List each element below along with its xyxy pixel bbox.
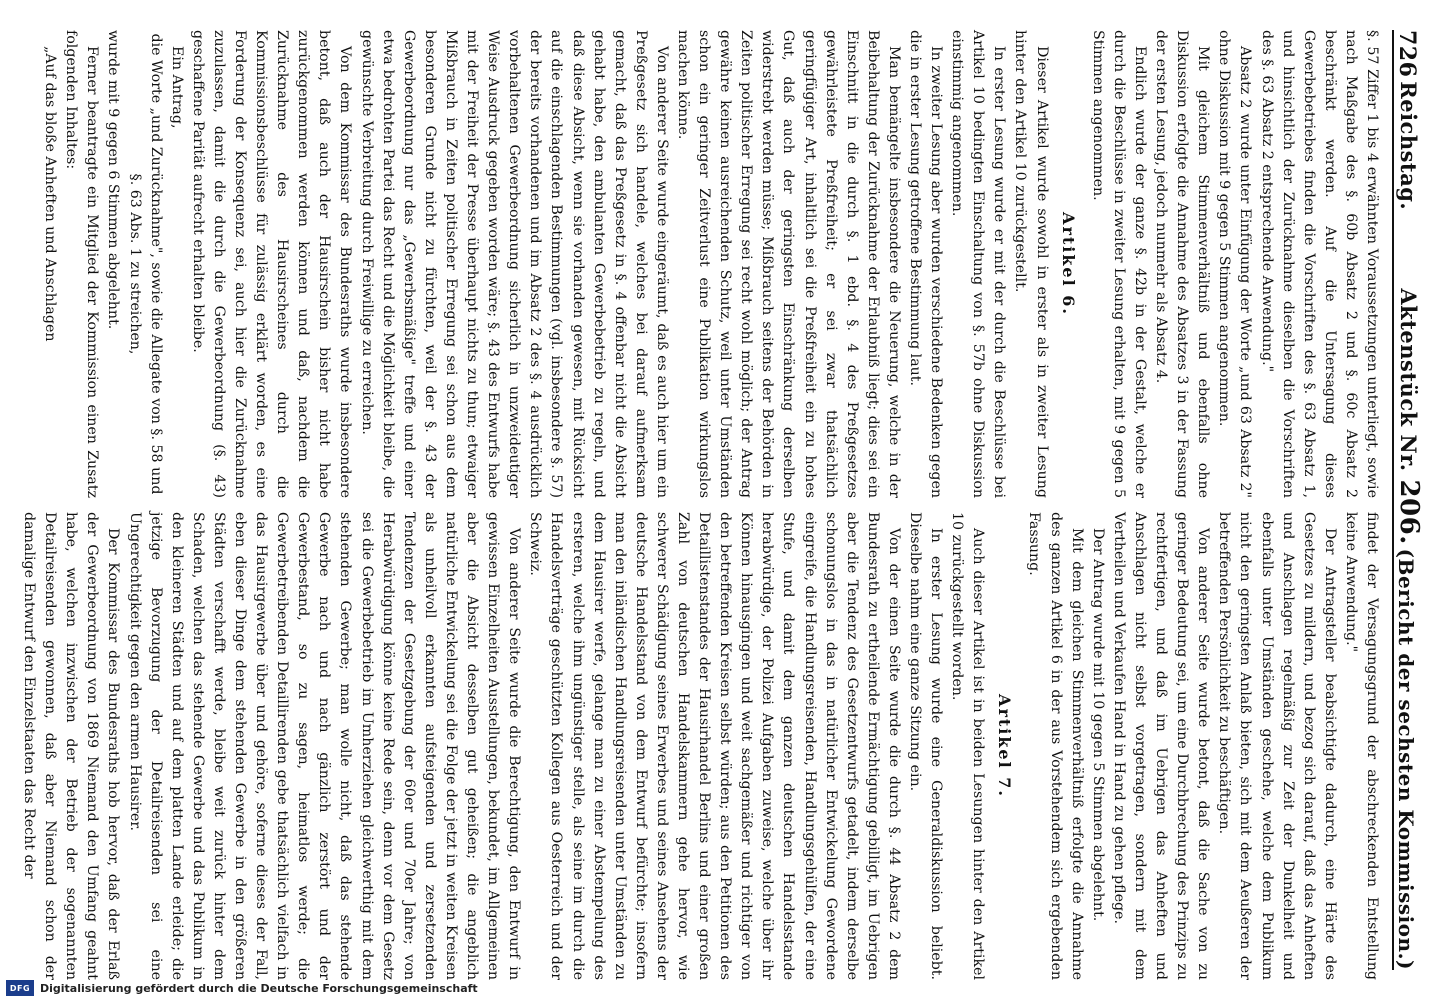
right-column [21,512,1382,981]
paragraph: Von dem Kommissar des Bundesraths wurde insbesondere betont, daß auch der Hausirschein bisher nicht habe zurückgenommen werden können und daß, nachdem die Zurücknahme des Hausirscheines durch die Kommissionsbeschlüsse für zulässig erklärt worden, es eine Forderung der Konsequenz sei, auch hier die Zurücknahme zuzulassen, damit die durch die Gewerbeordnung (§. 43) geschaffene Parität aufrecht erhalten bleibe. [189,30,354,498]
paragraph: Der Antrag wurde mit 10 gegen 5 Stimmen abgelehnt. [1089,528,1106,922]
paragraph: Ein Antrag, [168,46,185,129]
paragraph: Endlich wurde der ganze §. 42b in der Gestalt, welche er durch die Beschlüsse in zweiter Lesung erhalten, mit 9 gegen 5 Stimmen angenommen. [1089,30,1148,498]
page-number: 726 [1394,30,1420,78]
paragraph: Auch dieser Artikel ist in beiden Lesungen hinter den Artikel 10 zurückgestellt worden. [949,512,987,980]
paragraph: Der Antragsteller beabsichtigte dadurch, eine Härte des Gesetzes zu mildern, und bezog sich darauf, daß das Anheften und Anschlagen regelmäßig zur Zeit der Dunkelheit und ebenfalls unter Umständen geschehe, welche dem Publikum nicht den geringsten Anlaß bieten, sich mit dem Aeußeren der betreffenden Persönlichkeit zu beschäftigen. [1216,512,1338,980]
paragraph: Von anderer Seite wurde die Berechtigung, den Entwurf in gewissen Einzelheiten Ausstellungen, bekundet, im Allgemeinen aber die Absicht desselben gut geheißen; die angeblich natürliche Entwickelung sei die Folge der jetzt in weiten Kreisen als unheilvoll erkannten aufsteigenden und zersetzenden Tendenzen der Gesetzgebung der 60er und 70er Jahre; von Herabwürdigung könne keine Rede sein, denn vor dem Gesetz sei die Gewerbebetrieb im Umherziehen gleichwerthig mit dem stehenden Gewerbe; man wolle nicht, daß das stehende Gewerbe nach und nach gänzlich zerstört und der Gewerbestand, so zu sagen, heimatlos werde; die Gewerbetreibenden Detaillirenden gebe thatsächlich vielfach in das Hausirgewerbe über und gehöre, soferne dieses der Fall, eben dieser Dinge dem stehenden Gewerbe in den größeren Städten verschafft werde, bleibe weit zurück hinter dem Schaden, welchen das stehende Gewerbe und das Publikum in den kleineren Städten und auf dem platten Lande erleide; die jetzige Bevorzugung der Detailreisenden sei eine Ungerechtigkeit gegen den armen Hausirer. [126,512,523,980]
paragraph: In zweiter Lesung aber wurden verschiedene Bedenken gegen die in erster Lesung getroffene Bestimmung laut. [907,30,945,498]
paragraph: Dieser Artikel wurde sowohl in erster als in zweiter Lesung hinter den Artikel 10 zurückgestellt. [1012,30,1050,498]
document-number: 206. [1394,479,1424,545]
paragraph: findet der Versagungsgrund der abschreckenden Entstellung keine Anwendung." [1342,512,1380,980]
running-title [1394,81,1424,545]
title-right: (Bericht der sechsten Kommission.) [1394,548,1418,970]
article-heading: Artikel 7. [995,694,1015,798]
paragraph: die Worte „und Zurücknahme", sowie die Allegate von §. 58 und §. 63 Abs. 1 zu streichen, [126,33,164,495]
footer-credit: Digitalisierung gefördert durch die Deutsche Forschungsgemeinschaft [40,981,478,995]
paragraph: „Auf das bloße Anheften und Anschlagen [42,46,59,342]
paragraph: Man bemängelte insbesondere die Neuerung, welche in der Beibehaltung der Zurücknahme der Erlaubniß liegt; dies sei ein Einschnitt in die durch §. 1 ebd. §. 4 des Preßgesetzes gewährleistete Preßfreiheit; er sei zwar thatsächlich geringfügiger Art, inhaltlich sei die Preßfreiheit ein zu hohes Gut, daß auch der geringsten Einschränkung derselben widerstrebt werden müsse; Mißbrauch seitens der Behörden in Zeiten politischer Erregung sei recht wohl möglich; der Antrag gewähre keinen ausreichenden Schutz, weil unter Umständen schon ein geringer Zeitverlust eine Publikation wirkungslos machen könne. [675,30,902,498]
paragraph: In erster Lesung wurde eine Generaldiskussion beliebt. Dieselbe nahm eine ganze Sitzung ein. [907,512,945,980]
article-heading: Artikel 6. [1058,212,1078,316]
paragraph: §. 57 Ziffer 1 bis 4 erwähnten Voraussetzungen unterliegt, sowie nach Maßgabe des §. 60b Absatz 2 und §. 60c Absatz 2 beschränkt werden. Auf die Untersagung dieses Gewerbebetriebes finden die Vorschriften des §. 63 Absatz 1, und hinsichtlich der Zurücknahme dieselben die Vorschriften des §. 63 Absatz 2 entsprechende Anwendung." [1258,30,1380,498]
paragraph: wurde mit 9 gegen 6 Stimmen abgelehnt. [105,30,122,330]
paragraph: Mit dem gleichen Stimmenverhältniß erfolgte die Annahme des ganzen Artikel 6 in der aus Vorstehendem sich ergebenden Fassung. [1026,512,1085,980]
paragraph: Der Kommissar des Bundesraths hob hervor, daß der Erlaß der Gewerbeordnung von 1869 Niemand den Umfang geahnt habe, welchen inzwischen der Betrieb der sogenannten Detailreisenden gewonnen, daß aber Niemand schon der damalige Entwurf den Einzelstaaten das Recht der [21,512,122,980]
left-column [42,30,1382,498]
paragraph: Mit gleichem Stimmenverhältniß und ebenfalls ohne Diskussion erfolgte die Annahme des Absatzes 3 in der Fassung der ersten Lesung, jedoch nunmehr als Absatz 4. [1153,30,1212,498]
paragraph: Von anderer Seite wurde eingeräumt, daß es auch hier um ein Preßgesetz sich handele, welches bei darauf aufmerksam gemacht, daß das Preßgesetz in §. 4 offenbar nicht die Absicht gehabt habe, den ambulanten Gewerbebetrieb zu regeln, und daß diese Absicht, wenn sie vorhanden gewesen, mit Rücksicht auf die einschlagenden Bestimmungen (vgl. insbesondere §. 57) der bereits vorhandenen und im Absatz 2 des §. 4 ausdrücklich vorbehaltenen Gewerbeordnung sicherlich in unzweideutiger Weise Ausdruck gegeben worden wäre; §. 43 des Entwurfs habe mit der Freiheit der Presse überhaupt nichts zu thun; etwaiger Mißbrauch in Zeiten politischer Erregung sei schon aus dem besonderen Grunde nicht zu fürchten, weil der §. 43 der Gewerbeordnung nur das „Gewerbsmäßige" treffe und einer etwa bedrohten Partei das Recht und die Möglichkeit bleibe, die gewünschte Verbreitung durch Freiwillige zu erreichen. [358,30,670,498]
page-footer [6,978,1426,998]
paragraph: Ferner beantragte ein Mitglied der Kommission einen Zusatz folgenden Inhaltes: [63,30,101,498]
paragraph: In erster Lesung wurde er mit der durch die Beschlüsse bei Artikel 10 bedingten Einschaltung von §. 57b ohne Diskussion einstimmig angenommen. [949,30,1008,498]
paragraph: Von anderer Seite wurde betont, daß die Sache von zu geringer Bedeutung sei, um eine Durchbrechung des Prinzips zu rechtfertigen, und daß im Uebrigen das Anheften und Anschlagen nicht selbst vorgetragen, sondern mit dem Vertheilen und Verkaufen Hand in Hand zu gehen pflege. [1110,512,1212,980]
paragraph: Absatz 2 wurde unter Einfügung der Worte „und 63 Absatz 2" ohne Diskussion mit 9 gegen 5 Stimmen angenommen. [1216,30,1254,498]
title-mid: Aktenstück Nr. [1396,288,1421,472]
title-left: Reichstag. [1396,81,1421,211]
paragraph: Von der einen Seite wurde die durch §. 44 Absatz 2 dem Bundesrath zu ertheilende Ermächtigung gebilligt, im Uebrigen aber die Tendenz des Gesetzentwurfs getadelt, indem derselbe schonungslos in das in natürlicher Entwickelung Gewordene eingreife, die Handlungsreisenden, Handlungsgehülfen, der eine Stufe, und damit dem ganzen deutschen Handelsstande herabwürdige, der Polizei Aufgaben zuweise, welche über ihr Können hinausgingen und weit sachgemäßer und richtiger von den betreffenden Kreisen selbst würden; aus den Petitionen des Detaillistenstandes der Hausirhandel Berlins und einer großen Zahl von deutschen Handelskammern gehe hervor, wie schwerer Schädigung seines Erwerbes und seines Ansehens der deutsche Handelsstand von dem Entwurf befürchte; insofern man den inländischen Handlungsreisenden unter Umständen zu dem Hausirer werfe, gelange man zu einer Abstempelung des ersteren, welche ihm ungünstiger stelle, als seine im durch die Handelsverträge geschützten Kollegen aus Oesterreich und der Schweiz. [527,512,902,981]
dfg-logo: DFG [6,980,34,996]
page-header [1392,30,1424,970]
